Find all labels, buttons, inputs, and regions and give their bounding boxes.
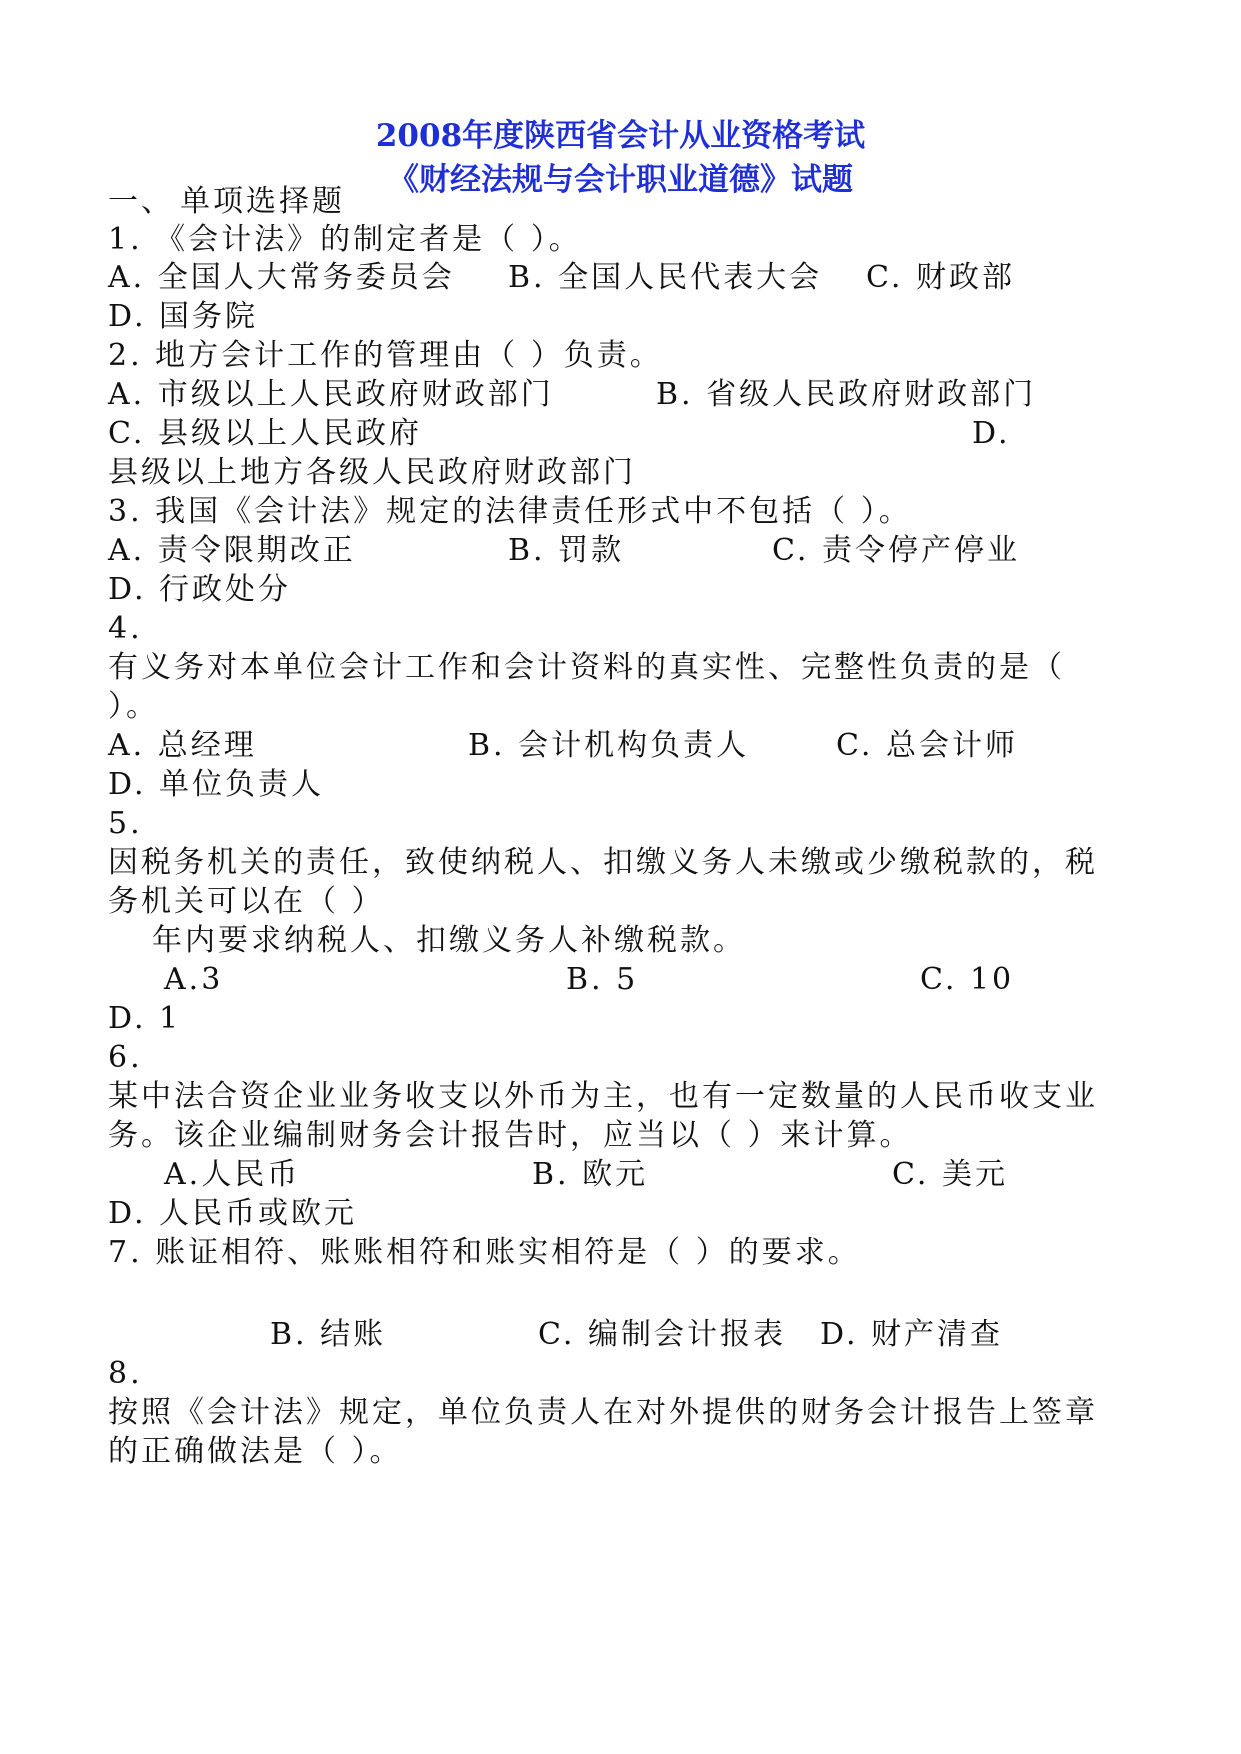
- option-d: D. 行政处分: [108, 572, 292, 607]
- option-c: C. 责令停产停业: [772, 533, 1020, 568]
- question-text: 2. 地方会计工作的管理由（ ）负责。: [108, 338, 663, 373]
- option-b: B. 5: [566, 962, 639, 997]
- option-c: C. 总会计师: [836, 728, 1018, 763]
- section-number: 一、: [108, 184, 174, 219]
- option-d-label: D.: [972, 416, 1011, 451]
- option-a: A. 责令限期改正: [108, 533, 356, 568]
- option-d: D. 1: [108, 1001, 182, 1036]
- question-text: 按照《会计法》规定，单位负责人在对外提供的财务会计报告上签章: [108, 1395, 1098, 1430]
- question-text: 某中法合资企业业务收支以外币为主，也有一定数量的人民币收支业: [108, 1079, 1098, 1114]
- option-b: B. 罚款: [508, 533, 625, 568]
- exam-title: 2008年度陕西省会计从业资格考试: [375, 118, 866, 154]
- option-c: C. 10: [920, 962, 1015, 997]
- option-b: B. 省级人民政府财政部门: [656, 377, 1037, 412]
- option-b: B. 会计机构负责人: [468, 728, 750, 763]
- question-text: 7. 账证相符、账账相符和账实相符是（ ）的要求。: [108, 1235, 861, 1270]
- exam-subtitle: 《财经法规与会计职业道德》试题: [388, 162, 853, 198]
- question-text: 的正确做法是（ ）。: [108, 1434, 403, 1469]
- section-heading: 单项选择题: [180, 184, 345, 219]
- option-d: D. 财产清查: [820, 1317, 1004, 1352]
- question-text: 务。该企业编制财务会计报告时，应当以（ ）来计算。: [108, 1118, 913, 1153]
- question-number: 5.: [108, 806, 143, 841]
- option-d-text: 县级以上地方各级人民政府财政部门: [108, 455, 636, 490]
- question-text: 年内要求纳税人、扣缴义务人补缴税款。: [152, 923, 746, 958]
- option-a: A. 总经理: [108, 728, 257, 763]
- option-c: C. 县级以上人民政府: [108, 416, 422, 451]
- question-text: 有义务对本单位会计工作和会计资料的真实性、完整性负责的是（: [108, 650, 1065, 685]
- option-c: C. 编制会计报表: [538, 1317, 786, 1352]
- option-c: C. 财政部: [866, 260, 1015, 295]
- question-text: 1. 《会计法》的制定者是（ ）。: [108, 222, 582, 257]
- option-a: A. 全国人大常务委员会: [108, 260, 455, 295]
- option-a: A. 市级以上人民政府财政部门: [108, 377, 554, 412]
- option-b: B. 欧元: [532, 1157, 649, 1192]
- question-text: ）。: [108, 689, 159, 724]
- option-a: A.人民币: [164, 1157, 301, 1192]
- question-text: 因税务机关的责任，致使纳税人、扣缴义务人未缴或少缴税款的，税: [108, 845, 1098, 880]
- option-b: B. 结账: [270, 1317, 387, 1352]
- option-b: B. 全国人民代表大会: [508, 260, 823, 295]
- question-text: 务机关可以在（ ）: [108, 884, 385, 919]
- option-d: D. 人民币或欧元: [108, 1196, 358, 1231]
- option-c: C. 美元: [892, 1157, 1008, 1192]
- option-d: D. 单位负责人: [108, 767, 325, 802]
- question-number: 8.: [108, 1356, 143, 1391]
- option-d: D. 国务院: [108, 299, 259, 334]
- question-number: 4.: [108, 611, 143, 646]
- question-text: 3. 我国《会计法》规定的法律责任形式中不包括（ ）。: [108, 494, 912, 529]
- option-a: A.3: [164, 962, 224, 997]
- question-number: 6.: [108, 1040, 143, 1075]
